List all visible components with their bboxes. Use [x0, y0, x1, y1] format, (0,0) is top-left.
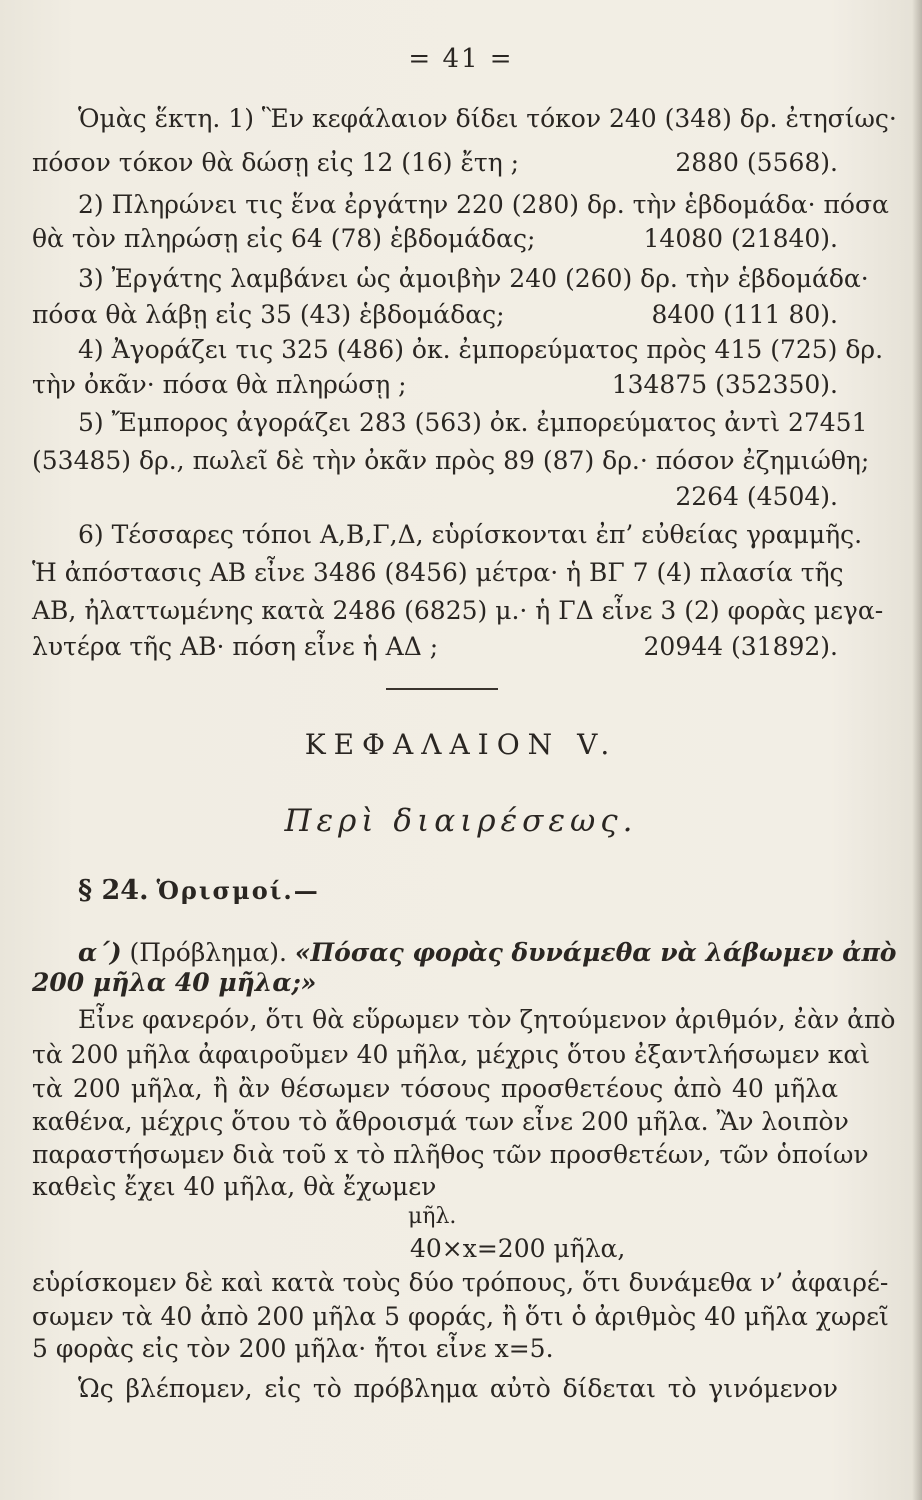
body-line-6: καθεὶς ἔχει 40 μῆλα, θὰ ἔχωμεν: [32, 1172, 437, 1201]
exercise-line-14: λυτέρα τῆς ΑΒ· πόση εἶνε ἡ ΑΔ ;: [32, 632, 439, 661]
page-number: = 41 =: [408, 44, 514, 74]
exercise-line-13: ΑΒ, ἠλαττωμένης κατὰ 2486 (6825) μ.· ἡ ΓΔ εἶνε 3 (2) φορὰς μεγα-: [32, 596, 884, 625]
body-line-7: εὑρίσκομεν δὲ καὶ κατὰ τοὺς δύο τρόπους, ὅτι δυνάμεθα ν’ ἀφαιρέ-: [32, 1268, 889, 1297]
body-line-3: τὰ 200 μῆλα, ἢ ἂν θέσωμεν τόσους προσθετέους ἀπὸ 40 μῆλα: [32, 1074, 838, 1103]
body-line-10: Ὡς βλέπομεν, εἰς τὸ πρόβλημα αὐτὸ δίδεται τὸ γινόμενον: [78, 1374, 838, 1403]
exercise-line-4: θὰ τὸν πληρώσῃ εἰς 64 (78) ἑβδομάδας;: [32, 224, 536, 253]
problem-line-1: [78, 938, 896, 968]
body-line-5: παραστήσωμεν διὰ τοῦ x τὸ πλῆθος τῶν προσθετέων, τῶν ὁποίων: [32, 1140, 869, 1169]
exercise-line-6: πόσα θὰ λάβῃ εἰς 35 (43) ἑβδομάδας;: [32, 300, 505, 329]
problem-question-2: 200 μῆλα 40 μῆλα;»: [32, 968, 317, 997]
section-heading: [78, 876, 320, 906]
exercise-line-10: (53485) δρ., πωλεῖ δὲ τὴν ὀκᾶν πρὸς 89 (87) δρ.· πόσον ἐζημιώθη;: [32, 446, 870, 475]
exercise-answer-1: 2880 (5568).: [675, 148, 838, 177]
exercise-answer-5: 2264 (4504).: [675, 482, 838, 511]
exercise-answer-6: 20944 (31892).: [643, 632, 838, 661]
problem-type: (Πρόβλημα).: [129, 938, 287, 967]
exercise-line-11: 6) Τέσσαρες τόποι Α,Β,Γ,Δ, εὑρίσκονται ἐπ’ εὐθείας γραμμῆς.: [78, 520, 863, 549]
exercise-line-2: πόσον τόκον θὰ δώσῃ εἰς 12 (16) ἔτη ;: [32, 148, 520, 177]
body-line-1: Εἶνε φανερόν, ὅτι θὰ εὕρωμεν τὸν ζητούμενον ἀριθμόν, ἐὰν ἀπὸ: [78, 1005, 896, 1034]
equation-unit: μῆλ.: [408, 1204, 457, 1229]
exercise-answer-3: 8400 (111 80).: [651, 300, 838, 329]
chapter-heading: ΚΕΦΑΛΑΙΟΝ V.: [304, 728, 618, 761]
section-divider: [386, 688, 498, 690]
body-line-2: τὰ 200 μῆλα ἀφαιροῦμεν 40 μῆλα, μέχρις ὅτου ἐξαντλήσωμεν καὶ: [32, 1040, 871, 1069]
problem-question-1: «Πόσας φορὰς δυνάμεθα νὰ λάβωμεν ἀπὸ: [294, 938, 897, 967]
problem-label: α΄): [78, 938, 122, 967]
exercise-line-7: 4) Ἀγοράζει τις 325 (486) ὀκ. ἐμπορεύματος πρὸς 415 (725) δρ.: [78, 335, 884, 364]
exercise-line-5: 3) Ἐργάτης λαμβάνει ὡς ἀμοιβὴν 240 (260) δρ. τὴν ἑβδομάδα·: [78, 264, 869, 293]
body-line-8: σωμεν τὰ 40 ἀπὸ 200 μῆλα 5 φοράς, ἢ ὅτι ὁ ἀριθμὸς 40 μῆλα χωρεῖ: [32, 1302, 889, 1331]
section-title: Ὁρισμοί.—: [156, 876, 320, 905]
body-line-9: 5 φορὰς εἰς τὸν 200 μῆλα· ἤτοι εἶνε x=5.: [32, 1334, 554, 1363]
exercise-line-3: 2) Πληρώνει τις ἕνα ἐργάτην 220 (280) δρ. τὴν ἑβδομάδα· πόσα: [78, 190, 889, 219]
chapter-subtitle: Περὶ διαιρέσεως.: [284, 803, 638, 839]
exercise-line-1: Ὁμὰς ἕκτη. 1) Ἓν κεφάλαιον δίδει τόκον 240 (348) δρ. ἐτησίως·: [78, 104, 897, 133]
exercise-answer-4: 134875 (352350).: [611, 370, 838, 399]
section-number: § 24.: [78, 875, 149, 906]
exercise-line-8: τὴν ὀκᾶν· πόσα θὰ πληρώσῃ ;: [32, 370, 407, 399]
exercise-answer-2: 14080 (21840).: [643, 224, 838, 253]
body-line-4: καθένα, μέχρις ὅτου τὸ ἄθροισμά των εἶνε 200 μῆλα. Ἂν λοιπὸν: [32, 1107, 849, 1136]
equation: 40×x=200 μῆλα,: [410, 1234, 626, 1263]
exercise-line-12: Ἡ ἀπόστασις ΑΒ εἶνε 3486 (8456) μέτρα· ἡ ΒΓ 7 (4) πλασία τῆς: [32, 558, 844, 587]
exercise-line-9: 5) Ἔμπορος ἀγοράζει 283 (563) ὀκ. ἐμπορεύματος ἀντὶ 27451: [78, 408, 868, 437]
